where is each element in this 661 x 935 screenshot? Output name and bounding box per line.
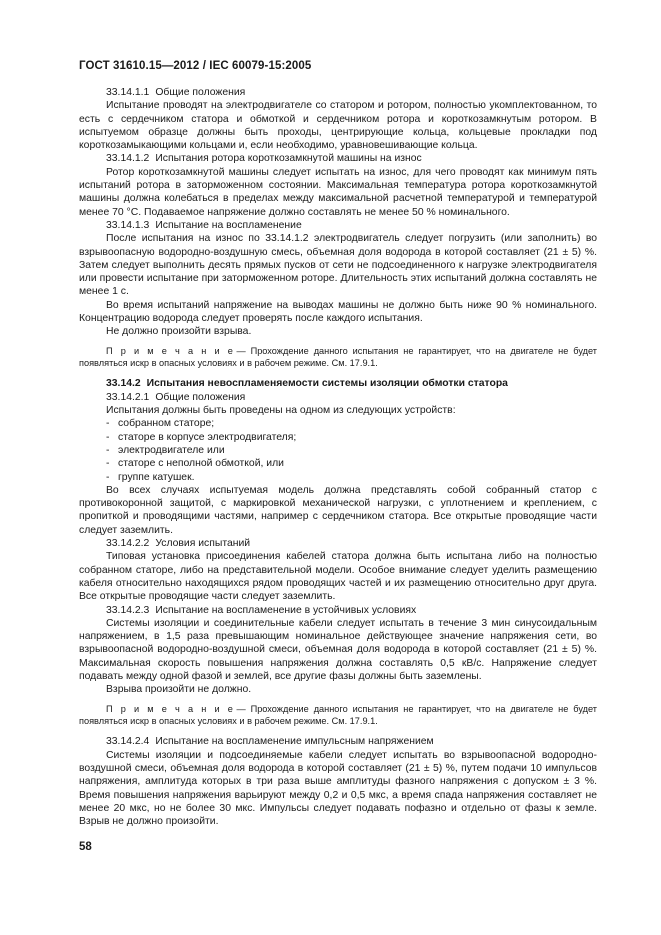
section-heading-33-14-2 (79, 377, 597, 390)
document-body (79, 86, 597, 828)
paragraph: Испытания должны быть проведены на одном из следующих устройств: (106, 405, 456, 417)
note (79, 703, 597, 728)
list-item: - группе катушек. (106, 471, 195, 483)
list-item: - электродвигателе или (106, 444, 225, 456)
section-number: 33.14.1.2 (106, 153, 150, 165)
section-title: Общие положения (155, 391, 246, 403)
section-number: 33.14.2 (106, 378, 141, 390)
note-text: — Прохождение данного испытания не гарантирует, что на двигателе не будет появляться искр в опасных условиях и в рабочем режиме. См. 17.9.1. (79, 703, 597, 726)
note-label: П р и м е ч а н и е (106, 345, 235, 356)
section-heading-33-14-1-3 (79, 219, 597, 232)
paragraph: Не должно произойти взрыва. (106, 326, 252, 338)
section-title: Испытания ротора короткозамкнутой машины на износ (155, 153, 422, 165)
page-number: 58 (79, 841, 92, 853)
paragraph: Системы изоляции и подсоединяемые кабели следует испытать во взрывоопасной водородно-воздушной смеси, объемная доля водорода в которой составляет (21 ± 5) %, путем подачи 10 импульсов напряжения, амплитуда которых в три раза выше амплитуды фазного напряжения с допуском ± 3 %. Время повышения напряжения варьируют между 0,2 и 0,5 мкс, а время спада напряжения составляет не менее 20 мкс, но не более 30 мкс. Импульсы следует подавать пофазно и отдельно от фазы к земле. Взрыв не должно произойти. (79, 749, 597, 828)
paragraph: Взрыва произойти не должно. (106, 684, 252, 696)
paragraph: Системы изоляции и соединительные кабели следует испытать в течение 3 мин синусоидальным напряжением, в 1,5 раза превышающим номинальное действующее значение напряжения сети, во взрывоопасной водородно-воздушной смеси, объемная доля водорода в которой составляет (21 ± 5) %. Максимальная скорость повышения напряжения должна составлять 0,5 кВ/с. Напряжение следует подавать между одной фазой и землей, все другие фазы должны быть заземлены. (79, 617, 597, 682)
paragraph: Типовая установка присоединения кабелей статора должна быть испытана либо на полностью собранном статоре, либо на представительной модели. Особое внимание следует уделить размещению кабеля относительно находящихся рядом проводящих частей и их размещению относительно друг друга. Все открытые проводящие части следует заземлить. (79, 551, 597, 603)
section-title: Испытание на воспламенение импульсным напряжением (155, 736, 434, 748)
note-text: — Прохождение данного испытания не гарантирует, что на двигателе не будет появляться искр в опасных условиях и в рабочем режиме. См. 17.9.1. (79, 345, 597, 369)
paragraph: Во время испытаний напряжение на выводах машины не должно быть ниже 90 % номинального. Концентрацию водорода следует проверять после каждого испытания. (79, 299, 597, 325)
document-header: ГОСТ 31610.15—2012 / IEC 60079-15:2005 (79, 60, 312, 72)
section-number: 33.14.1.3 (106, 219, 150, 231)
paragraph: Ротор короткозамкнутой машины следует испытать на износ, для чего проводят как минимум пять испытаний ротора в заторможенном состоянии. Максимальная температура ротора короткозамкнутой машины должна колебаться в пределах между максимальной расчетной температурой и температурой менее 70 °С. Подаваемое напряжение должно составлять не менее 50 % номинального. (79, 166, 597, 218)
note-label: П р и м е ч а н и е (106, 703, 235, 714)
section-heading-33-14-1-2 (79, 152, 597, 165)
section-number: 33.14.1.1 (106, 87, 150, 98)
paragraph: После испытания на износ по 33.14.1.2 электродвигатель следует погрузить (или заполнить) во взрывоопасную водородно-воздушную смесь, объемная доля водорода в которой составляет (21 ± 5) %. Затем следует выполнить десять прямых пусков от сети не подсоединенного к нагрузке электродвигателя или провести испытание при заторможенном роторе. Длительность этих испытаний должна составлять не менее 1 с. (79, 233, 597, 298)
section-heading-33-14-2-4 (79, 735, 597, 748)
section-heading-33-14-2-2 (79, 537, 597, 550)
note (79, 345, 597, 370)
section-number: 33.14.2.1 (106, 391, 150, 403)
section-title: Общие положения (155, 87, 246, 98)
list-item: - статоре с неполной обмоткой, или (106, 458, 284, 470)
list-item: - собранном статоре; (106, 418, 215, 430)
section-title: Испытание на воспламенение в устойчивых условиях (155, 604, 417, 616)
section-title: Условия испытаний (155, 538, 251, 550)
section-number: 33.14.2.4 (106, 736, 150, 748)
section-title: Испытания невоспламеняемости системы изоляции обмотки статора (146, 378, 508, 390)
paragraph: Испытание проводят на электродвигателе со статором и ротором, полностью укомплектованном, то есть с сердечником статора и обмоткой и сердечником ротора и короткозамкнутым ротором. В испытуемом образце должны быть проходы, центрирующие кольца, кольцевые прокладки под короткозамыкающими кольцами и, если необходимо, уравновешивающие кольца. (79, 100, 597, 152)
section-number: 33.14.2.2 (106, 538, 150, 550)
list-item: - статоре в корпусе электродвигателя; (106, 431, 297, 443)
paragraph: Во всех случаях испытуемая модель должна представлять собой собранный статор с противокоронной защитой, с маркировкой механической нагрузки, с уплотнением и креплением, с пропиткой и проводящими частями, например с сердечником статора. Все открытые проводящие части следует заземлить. (79, 484, 597, 536)
section-heading-33-14-1-1 (79, 86, 597, 99)
section-heading-33-14-2-3 (79, 604, 597, 617)
section-heading-33-14-2-1 (79, 391, 597, 404)
section-title: Испытание на воспламенение (155, 219, 302, 231)
section-number: 33.14.2.3 (106, 604, 150, 616)
